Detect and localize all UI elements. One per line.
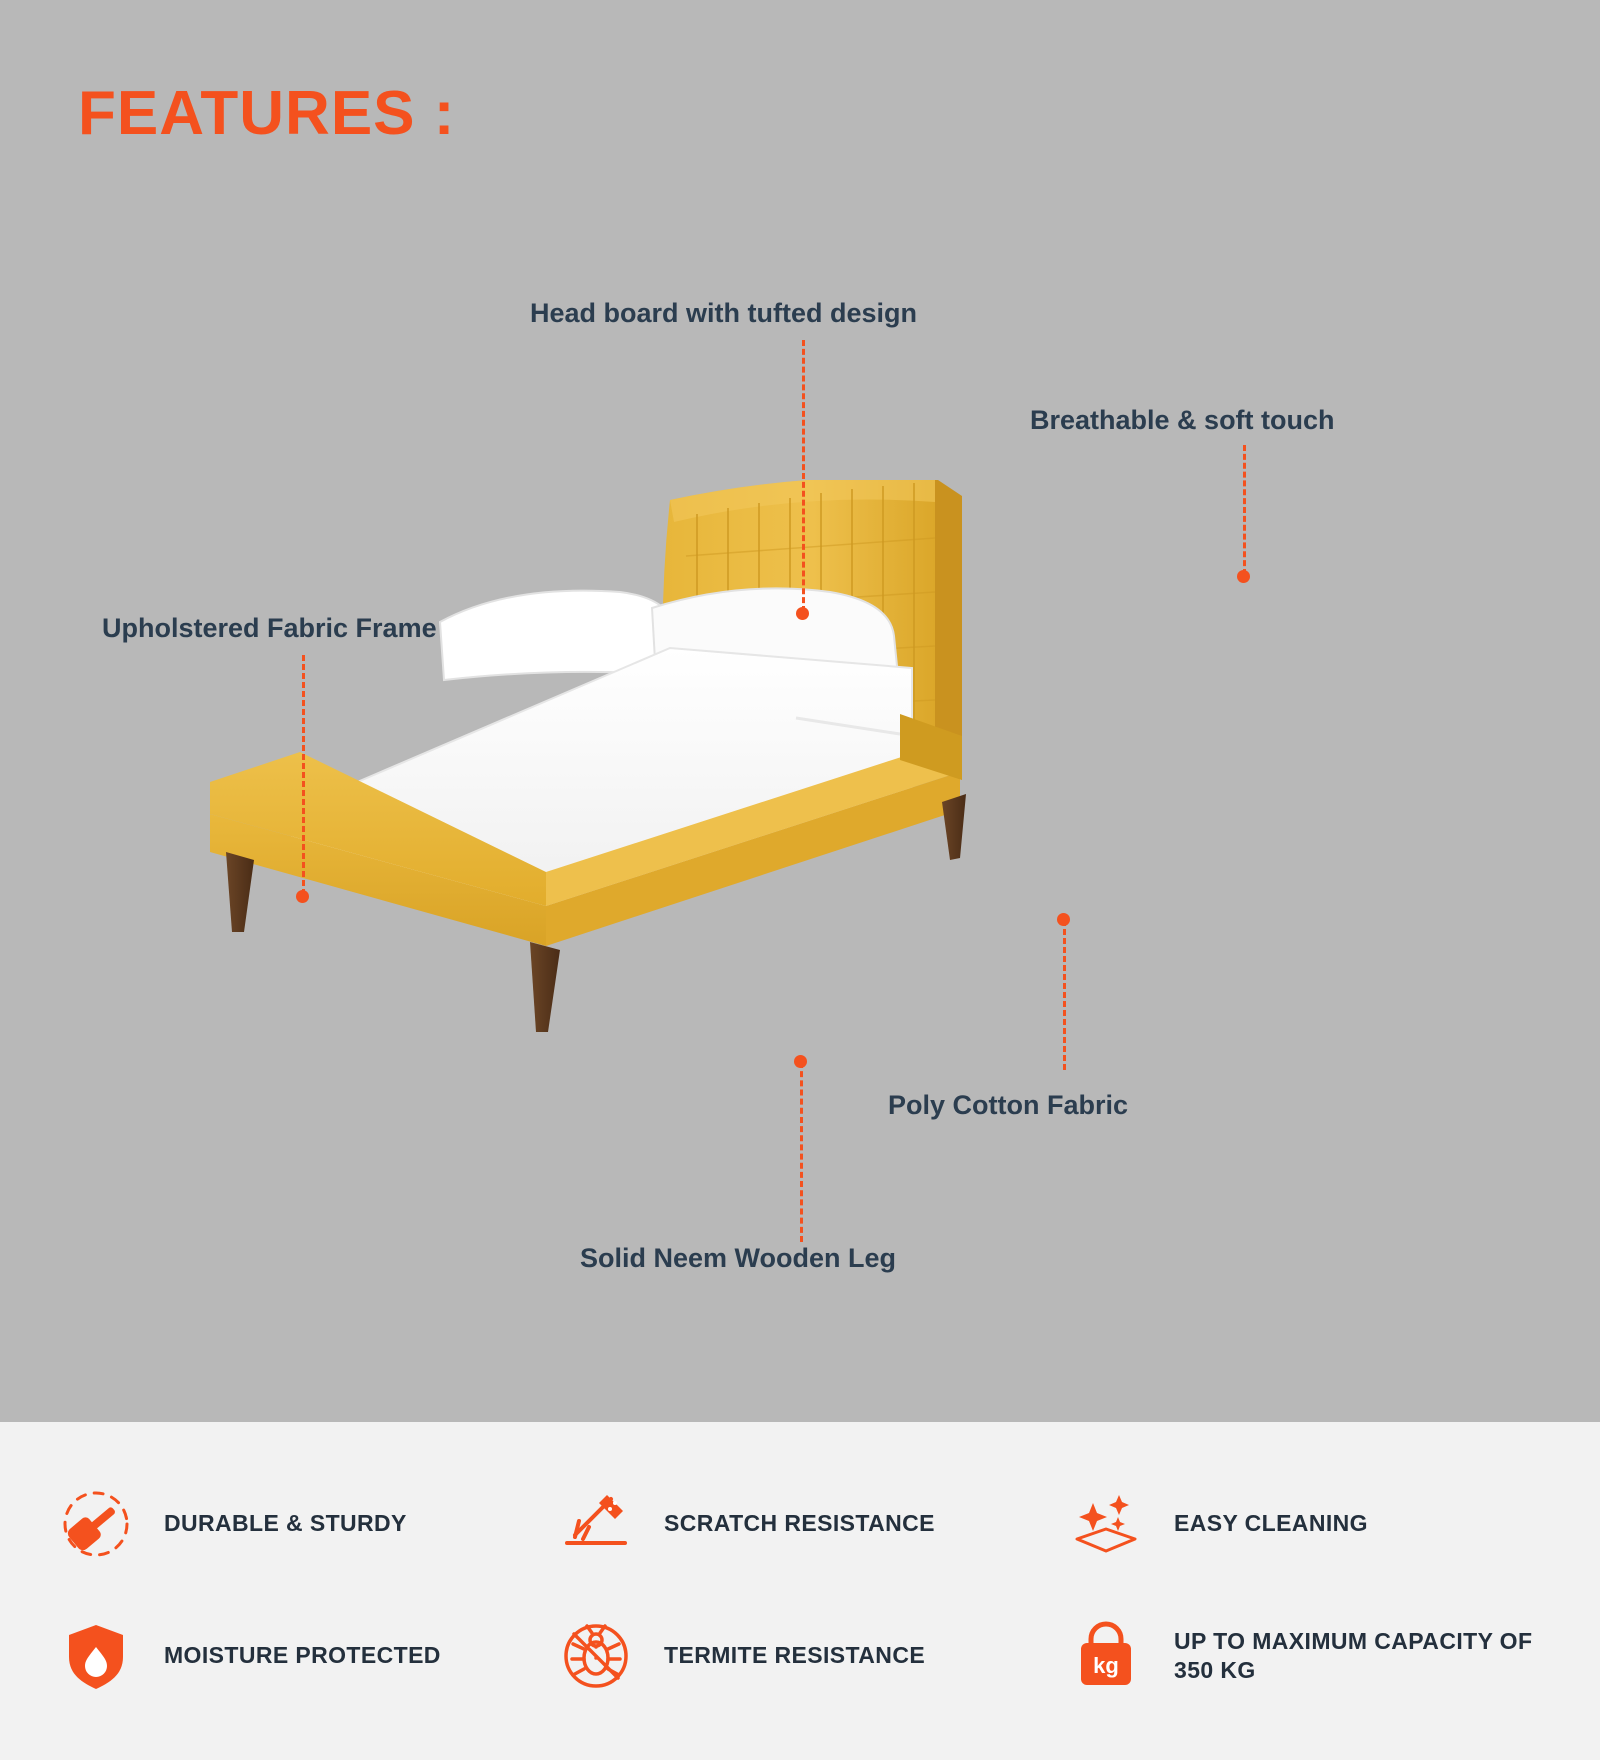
scratch-icon bbox=[550, 1478, 642, 1570]
leader-line-breathable bbox=[1243, 445, 1246, 575]
callout-label-poly-cotton: Poly Cotton Fabric bbox=[888, 1090, 1129, 1120]
leader-line-upholstered bbox=[302, 655, 305, 895]
callout-label-upholstered-frame: Upholstered Fabric Frame bbox=[102, 613, 437, 643]
termite-icon bbox=[550, 1610, 642, 1702]
leader-line-wooden-leg bbox=[800, 1062, 803, 1242]
benefit-label: MOISTURE PROTECTED bbox=[164, 1642, 441, 1669]
svg-text:kg: kg bbox=[1093, 1653, 1119, 1678]
benefit-label: SCRATCH RESISTANCE bbox=[664, 1510, 935, 1537]
page-title: FEATURES : bbox=[78, 79, 456, 148]
callout-dot-poly-cotton bbox=[1057, 913, 1070, 926]
benefit-label: DURABLE & STURDY bbox=[164, 1510, 407, 1537]
callout-label-breathable: Breathable & soft touch bbox=[1030, 405, 1335, 435]
benefits-grid bbox=[50, 1458, 1560, 1722]
callout-label-head-board: Head board with tufted design bbox=[530, 298, 918, 328]
benefit-max-capacity bbox=[1060, 1610, 1560, 1702]
benefit-label: TERMITE RESISTANCE bbox=[664, 1642, 926, 1669]
benefit-termite-resistance bbox=[550, 1610, 1060, 1702]
benefit-scratch-resistance bbox=[550, 1478, 1060, 1570]
sparkle-icon bbox=[1060, 1478, 1152, 1570]
benefit-moisture-protected bbox=[50, 1610, 550, 1702]
callout-dot-upholstered bbox=[296, 890, 309, 903]
weight-bag-icon bbox=[1060, 1610, 1152, 1702]
leader-line-headboard bbox=[802, 340, 805, 612]
benefit-label: EASY CLEANING bbox=[1174, 1510, 1368, 1537]
hammer-icon bbox=[50, 1478, 142, 1570]
benefit-easy-cleaning bbox=[1060, 1478, 1560, 1570]
callout-dot-headboard bbox=[796, 607, 809, 620]
benefit-label: UP TO MAXIMUM CAPACITY OF 350 KG bbox=[1174, 1627, 1533, 1683]
callout-label-wooden-leg: Solid Neem Wooden Leg bbox=[580, 1243, 897, 1273]
callout-dot-wooden-leg bbox=[794, 1055, 807, 1068]
callout-dot-breathable bbox=[1237, 570, 1250, 583]
leader-line-poly-cotton bbox=[1063, 920, 1066, 1070]
bed-illustration bbox=[200, 480, 1330, 1100]
benefits-strip bbox=[0, 1422, 1600, 1760]
benefit-durable-sturdy bbox=[50, 1478, 550, 1570]
shield-droplet-icon bbox=[50, 1610, 142, 1702]
